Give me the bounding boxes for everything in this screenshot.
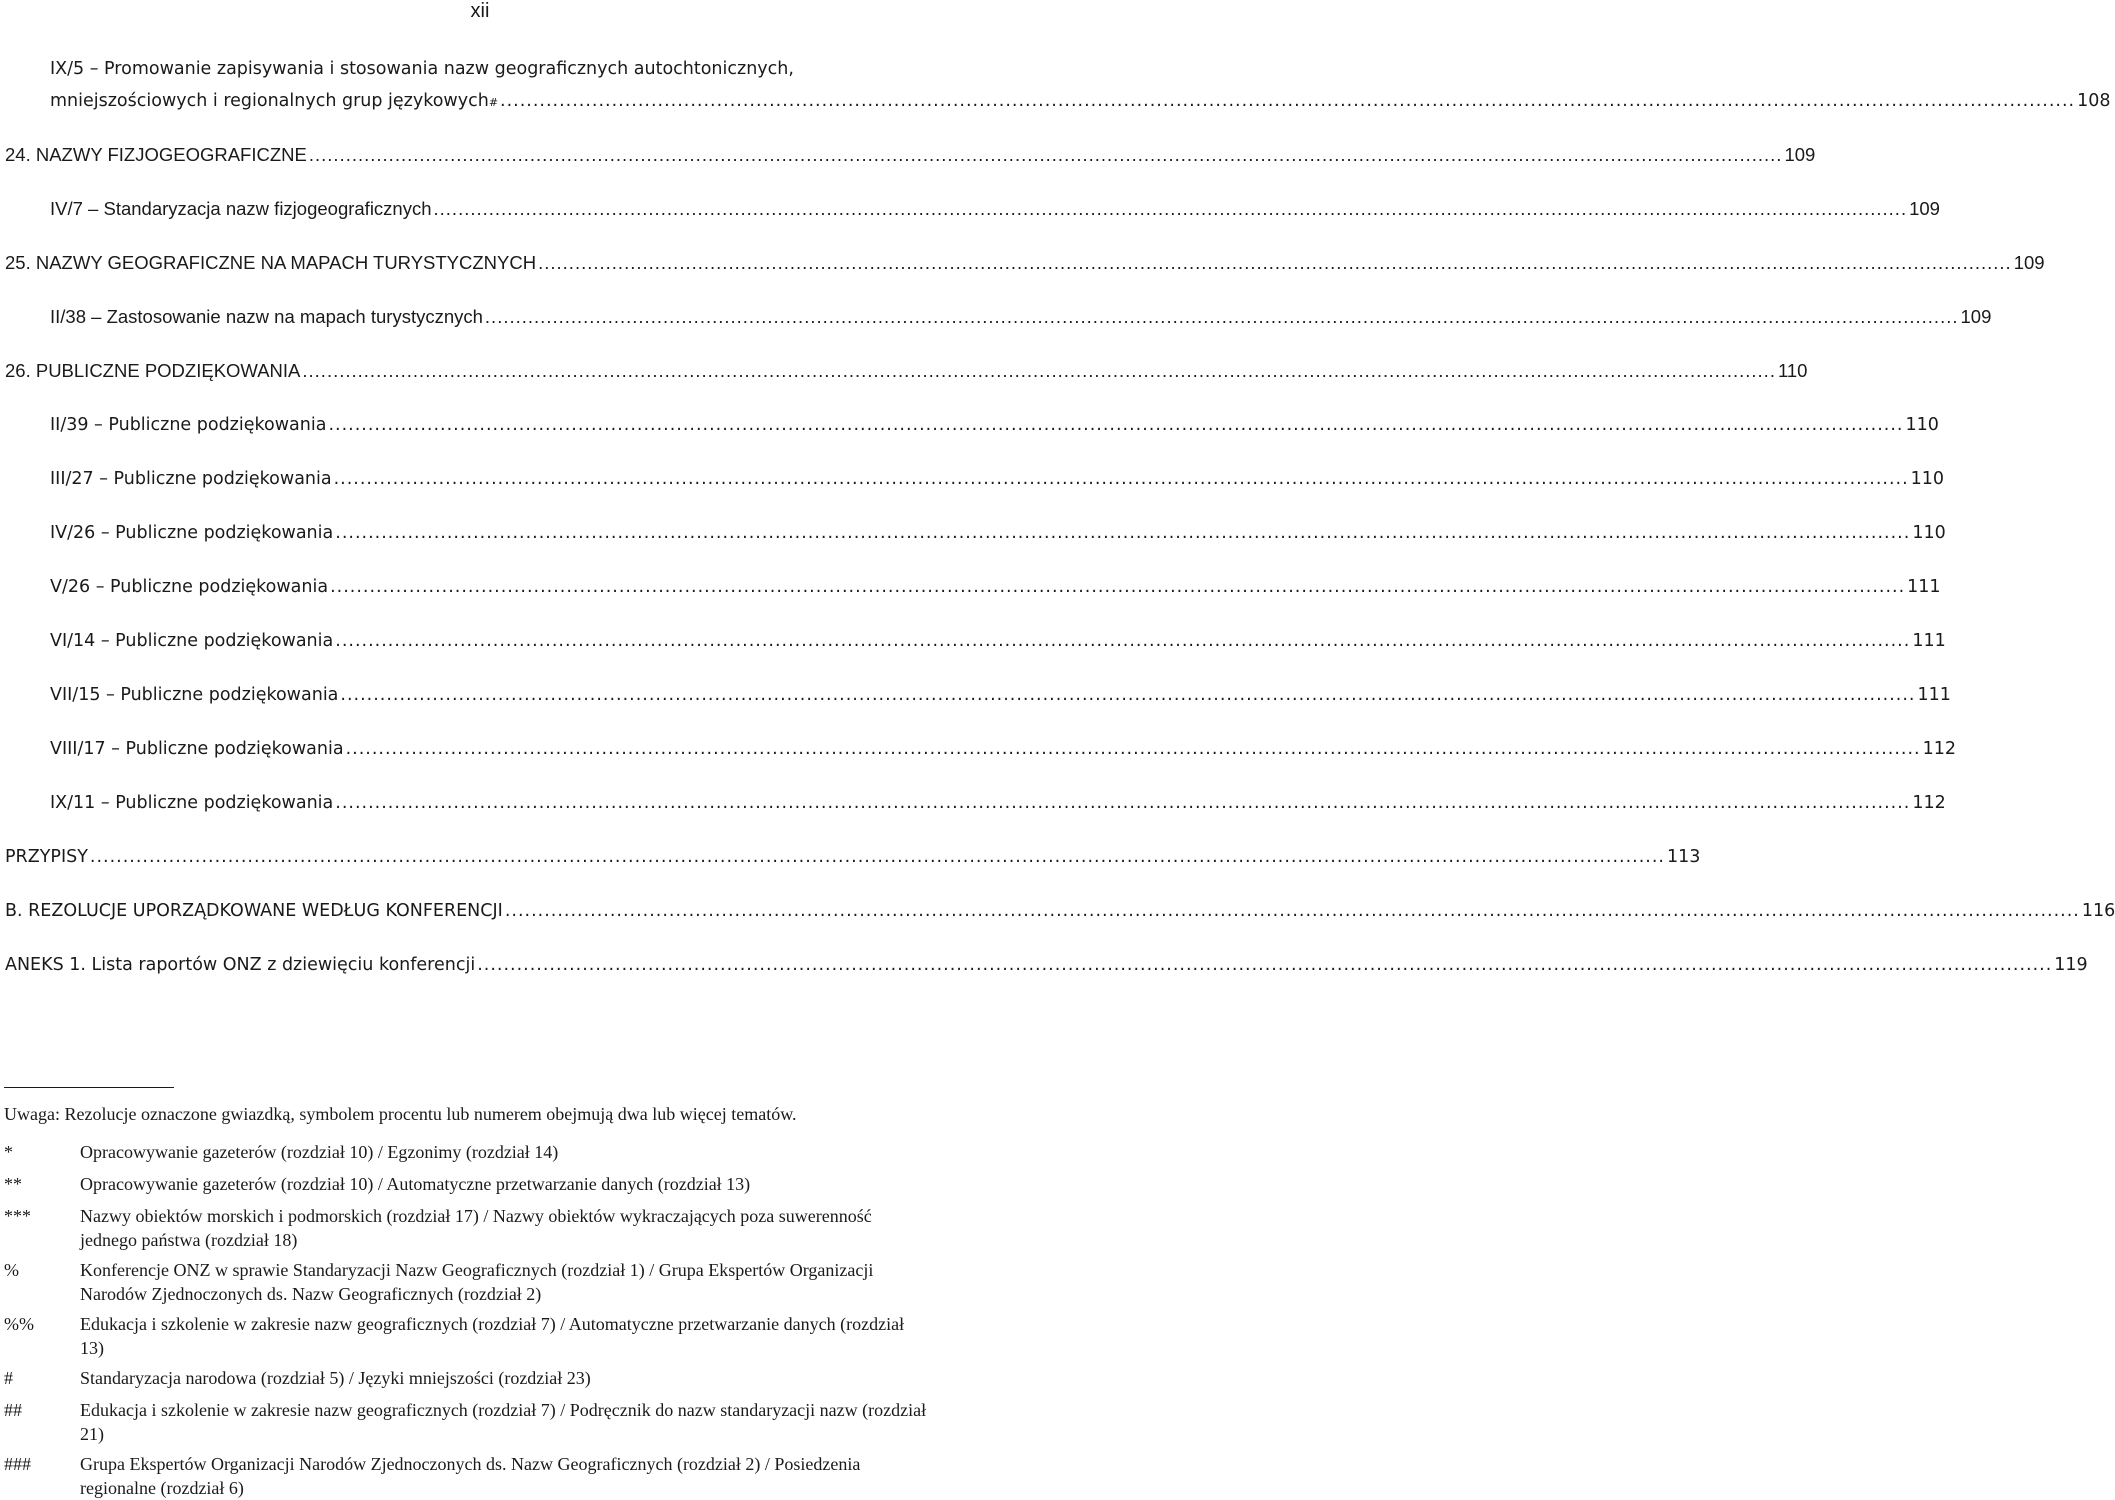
dot-leader: ................................................................................................................................................................................................................................................: [538, 252, 2012, 273]
toc-entry-page: 109: [1784, 144, 1816, 165]
toc-entry-label: mniejszościowych i regionalnych grup językowych: [50, 91, 489, 111]
toc-entry[interactable]: [0, 954, 2088, 976]
toc-entry-page: 108: [2077, 91, 2111, 111]
toc-entry[interactable]: [0, 792, 1946, 814]
toc-entry-label: VIII/17 – Publiczne podziękowania: [50, 739, 344, 759]
dot-leader: ................................................................................................................................................................................................................................................: [500, 91, 2076, 111]
footnote-text: Grupa Ekspertów Organizacji Narodów Zjednoczonych ds. Nazw Geograficznych (rozdział 2) / Posiedzenia regionalne (rozdział 6): [80, 1454, 861, 1498]
toc-entry-label: IV/26 – Publiczne podziękowania: [50, 523, 334, 543]
footnote-text: Standaryzacja narodowa (rozdział 5) / Języki mniejszości (rozdział 23): [80, 1368, 591, 1388]
toc-entry-label: ANEKS 1. Lista raportów ONZ z dziewięciu konferencji: [5, 955, 476, 975]
toc-entry[interactable]: [0, 198, 1940, 220]
footnote-text: Opracowywanie gazeterów (rozdział 10) / Egzonimy (rozdział 14): [80, 1142, 559, 1162]
toc-entry-label: IX/11 – Publiczne podziękowania: [50, 793, 334, 813]
footnote-symbol: ##: [4, 1400, 22, 1420]
toc-entry-page: 111: [1912, 631, 1946, 651]
toc-entry-page: 111: [1907, 577, 1941, 597]
toc-entry-label: 24. NAZWY FIZJOGEOGRAFICZNE: [5, 144, 307, 165]
dot-leader: ................................................................................................................................................................................................................................................: [477, 955, 2053, 975]
toc-entry-label-line1: IX/5 – Promowanie zapisywania i stosowania nazw geograficznych autochtonicznych,: [50, 59, 794, 79]
dot-leader: ................................................................................................................................................................................................................................................: [345, 739, 1921, 759]
toc-entry-page: 109: [2013, 252, 2045, 273]
toc-entry-label: II/39 – Publiczne podziękowania: [50, 415, 327, 435]
toc-entry-page: 112: [1922, 739, 1957, 759]
toc-entry[interactable]: [0, 468, 1945, 490]
toc-entry-page: 110: [1912, 523, 1946, 543]
toc-entry[interactable]: [0, 306, 1992, 328]
dot-leader: ................................................................................................................................................................................................................................................: [333, 469, 1909, 489]
footnote-text: Opracowywanie gazeterów (rozdział 10) / Automatyczne przetwarzanie danych (rozdział 13): [80, 1174, 751, 1194]
footnote-symbol: %: [4, 1260, 19, 1280]
dot-leader: ................................................................................................................................................................................................................................................: [340, 685, 1916, 705]
toc-entry-page: 111: [1917, 685, 1951, 705]
footnote-text: Konferencje ONZ w sprawie Standaryzacji Nazw Geograficznych (rozdział 1) / Grupa Ekspertów Organizacji Narodów Zjednoczonych ds. Nazw Geograficznych (rozdział 2): [80, 1260, 874, 1304]
toc-entry[interactable]: [0, 144, 1816, 166]
dot-leader: ................................................................................................................................................................................................................................................: [330, 577, 1906, 597]
dot-leader: ................................................................................................................................................................................................................................................: [484, 306, 1959, 327]
footnote-symbol: #: [4, 1368, 13, 1388]
toc-entry-page: 109: [1960, 306, 1992, 327]
dot-leader: ................................................................................................................................................................................................................................................: [335, 631, 1911, 651]
footnote-text: Edukacja i szkolenie w zakresie nazw geograficznych (rozdział 7) / Podręcznik do nazw standaryzacji nazw (rozdział 21): [80, 1400, 927, 1444]
toc-entry-page: 116: [2081, 901, 2115, 921]
toc-entry-label: V/26 – Publiczne podziękowania: [50, 577, 329, 597]
toc-entry-label: IV/7 – Standaryzacja nazw fizjogeograficznych: [50, 198, 432, 219]
toc-entry[interactable]: [0, 576, 1941, 598]
toc-entry-page: 113: [1666, 847, 1701, 867]
toc-entry-label: B. REZOLUCJE UPORZĄDKOWANE WEDŁUG KONFERENCJI: [5, 901, 503, 921]
footnote-symbol: %%: [4, 1314, 34, 1334]
toc-entry[interactable]: [0, 360, 1808, 382]
toc-entry[interactable]: [0, 630, 1946, 652]
toc-entry-label: VI/14 – Publiczne podziękowania: [50, 631, 334, 651]
toc-entry-page: 109: [1909, 198, 1940, 219]
dot-leader: ................................................................................................................................................................................................................................................: [504, 901, 2080, 921]
toc-entry-label: 25. NAZWY GEOGRAFICZNE NA MAPACH TURYSTYCZNYCH: [5, 252, 537, 273]
footnote-separator: [4, 1087, 174, 1088]
footnote-intro: Uwaga: Rezolucje oznaczone gwiazdką, symbolem procentu lub numerem obejmują dwa lub więcej tematów.: [4, 1104, 797, 1124]
dot-leader: ................................................................................................................................................................................................................................................: [89, 847, 1665, 867]
toc-entry[interactable]: [0, 738, 1957, 760]
toc-entry-label: III/27 – Publiczne podziękowania: [50, 469, 332, 489]
footnote-text: Nazwy obiektów morskich i podmorskich (rozdział 17) / Nazwy obiektów wykraczających poza suwerenność jednego państwa (rozdział 18): [80, 1206, 872, 1250]
toc-entry-page: 110: [1910, 469, 1945, 489]
toc-entry[interactable]: [0, 252, 2045, 274]
toc-entry[interactable]: [0, 900, 2115, 922]
toc-entry-page: 110: [1905, 415, 1939, 435]
page-number: xii: [470, 0, 490, 22]
toc-entry-label: 26. PUBLICZNE PODZIĘKOWANIA: [5, 360, 301, 381]
footnote-symbol: *: [4, 1142, 13, 1162]
dot-leader: ................................................................................................................................................................................................................................................: [328, 415, 1904, 435]
toc-entry[interactable]: [0, 58, 2111, 112]
dot-leader: ................................................................................................................................................................................................................................................: [335, 523, 1911, 543]
dot-leader: ................................................................................................................................................................................................................................................: [302, 360, 1776, 381]
toc-entry-label: VII/15 – Publiczne podziękowania: [50, 685, 339, 705]
toc-entry[interactable]: [0, 846, 1701, 868]
toc-entry[interactable]: [0, 414, 1939, 436]
toc-entry-page: 112: [1912, 793, 1946, 813]
toc-entry-page: 110: [1777, 360, 1808, 381]
footnote-marker: #: [488, 96, 499, 109]
footnote-symbol: ***: [4, 1206, 31, 1226]
dot-leader: ................................................................................................................................................................................................................................................: [308, 144, 1783, 165]
toc-entry-page: 119: [2054, 955, 2088, 975]
toc-entry-label: II/38 – Zastosowanie nazw na mapach turystycznych: [50, 306, 483, 327]
toc-entry[interactable]: [0, 522, 1946, 544]
footnote-symbol: ###: [4, 1454, 31, 1474]
toc-entry[interactable]: [0, 684, 1951, 706]
footnote-symbol: **: [4, 1174, 22, 1194]
dot-leader: ................................................................................................................................................................................................................................................: [335, 793, 1911, 813]
toc-entry-label: PRZYPISY: [5, 847, 88, 867]
footnote-text: Edukacja i szkolenie w zakresie nazw geograficznych (rozdział 7) / Automatyczne przetwarzanie danych (rozdział 13): [80, 1314, 905, 1358]
dot-leader: ................................................................................................................................................................................................................................................: [433, 198, 1908, 219]
